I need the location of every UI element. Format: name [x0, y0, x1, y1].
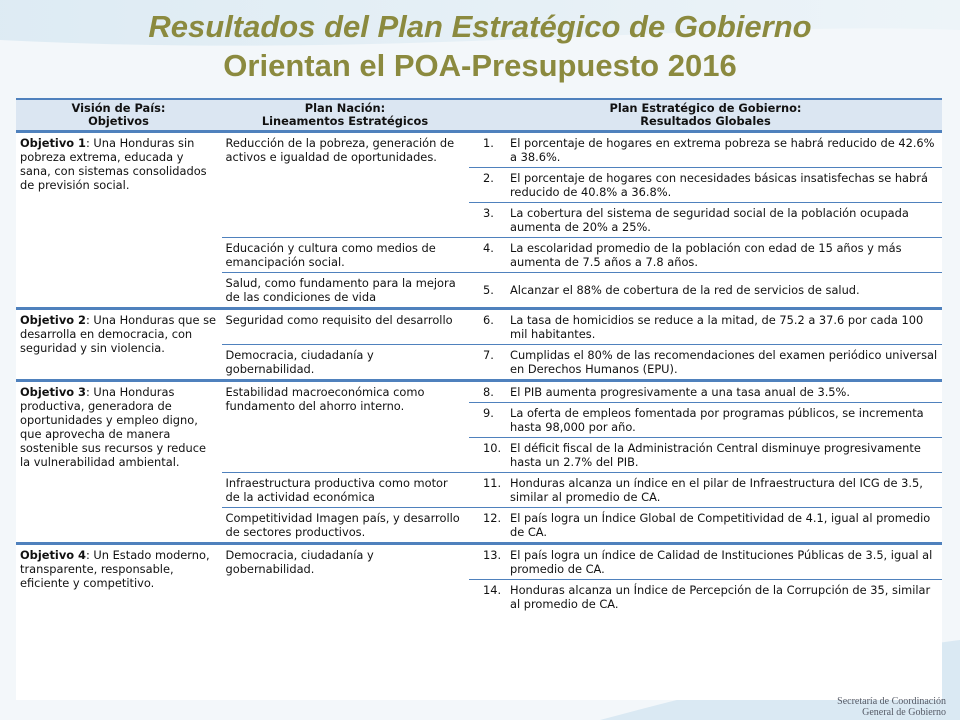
objective-cell: Objetivo 1: Una Honduras sin pobreza extrema, educada y sana, con sistemas consolidados de previsión social. [16, 132, 221, 309]
objective-cell: Objetivo 3: Una Honduras productiva, generadora de oportunidades y empleo digno, que aprovecha de manera sostenible sus recursos y reduce la vulnerabilidad ambiental. [16, 381, 221, 544]
footer-logo [796, 696, 946, 718]
lineamiento-cell: Infraestructura productiva como motor de la actividad económica [221, 473, 469, 508]
table-row [16, 544, 942, 580]
title-line-1: Resultados del Plan Estratégico de Gobierno [148, 9, 812, 44]
result-cell: 3. La cobertura del sistema de seguridad social de la población ocupada aumenta de 20% a 25%. [469, 203, 942, 238]
table-row [16, 132, 942, 168]
lineamiento-cell: Educación y cultura como medios de emancipación social. [221, 238, 469, 273]
slide-title [0, 8, 960, 86]
result-cell: 5. Alcanzar el 88% de cobertura de la red de servicios de salud. [469, 273, 942, 309]
result-cell: 9. La oferta de empleos fomentada por programas públicos, se incrementa hasta 98,000 por año. [469, 403, 942, 438]
result-cell: 7. Cumplidas el 80% de las recomendaciones del examen periódico universal en Derechos Humanos (EPU). [469, 345, 942, 381]
result-cell: 1. El porcentaje de hogares en extrema pobreza se habrá reducido de 42.6% a 38.6%. [469, 132, 942, 168]
lineamiento-cell: Seguridad como requisito del desarrollo [221, 309, 469, 345]
footer-logo-line-2: General de Gobierno [862, 707, 946, 718]
lineamiento-cell: Salud, como fundamento para la mejora de las condiciones de vida [221, 273, 469, 309]
result-cell: 13. El país logra un índice de Calidad de Instituciones Públicas de 3.5, igual al promedio de CA. [469, 544, 942, 580]
result-cell: 2. El porcentaje de hogares con necesidades básicas insatisfechas se habrá reducido de 40.8% a 36.8%. [469, 168, 942, 203]
result-cell: 10. El déficit fiscal de la Administración Central disminuye progresivamente hasta un 2.7% del PIB. [469, 438, 942, 473]
footer-logo-line-1: Secretaría de Coordinación [837, 696, 946, 707]
objective-cell: Objetivo 2: Una Honduras que se desarrolla en democracia, con seguridad y sin violencia. [16, 309, 221, 381]
lineamiento-cell: Democracia, ciudadanía y gobernabilidad. [225, 548, 374, 576]
result-cell: 11. Honduras alcanza un índice en el pilar de Infraestructura del ICG de 3.5, similar al promedio de CA. [469, 473, 942, 508]
results-table-container [16, 98, 942, 700]
header-plan-nacion: Plan Nación: Lineamentos Estratégicos [221, 99, 469, 132]
header-plan-estrategico: Plan Estratégico de Gobierno: Resultados Globales [469, 99, 942, 132]
objective-cell: Objetivo 4: Un Estado moderno, transparente, responsable, eficiente y competitivo. [16, 544, 221, 615]
result-cell: 14. Honduras alcanza un Índice de Percepción de la Corrupción de 35, similar al promedio de CA. [483, 583, 931, 611]
result-cell: 4. La escolaridad promedio de la población con edad de 15 años y más aumenta de 7.5 años a 7.8 años. [469, 238, 942, 273]
table-row [16, 309, 942, 345]
lineamiento-cell: Reducción de la pobreza, generación de activos e igualdad de oportunidades. [221, 132, 469, 238]
results-table [16, 98, 942, 614]
result-cell: 12. El país logra un Índice Global de Competitividad de 4.1, igual al promedio de CA. [469, 508, 942, 544]
lineamiento-cell: Democracia, ciudadanía y gobernabilidad. [221, 345, 469, 381]
table-row [16, 381, 942, 403]
title-line-2: Orientan el POA-Presupuesto 2016 [223, 48, 737, 83]
result-cell: 6. La tasa de homicidios se reduce a la mitad, de 75.2 a 37.6 por cada 100 mil habitantes. [469, 309, 942, 345]
lineamiento-cell: Competitividad Imagen país, y desarrollo de sectores productivos. [221, 508, 469, 544]
lineamiento-cell: Estabilidad macroeconómica como fundamento del ahorro interno. [221, 381, 469, 473]
table-header-row [16, 99, 942, 132]
header-vision: Visión de País: Objetivos [16, 99, 221, 132]
result-cell: 8. El PIB aumenta progresivamente a una tasa anual de 3.5%. [469, 381, 942, 403]
